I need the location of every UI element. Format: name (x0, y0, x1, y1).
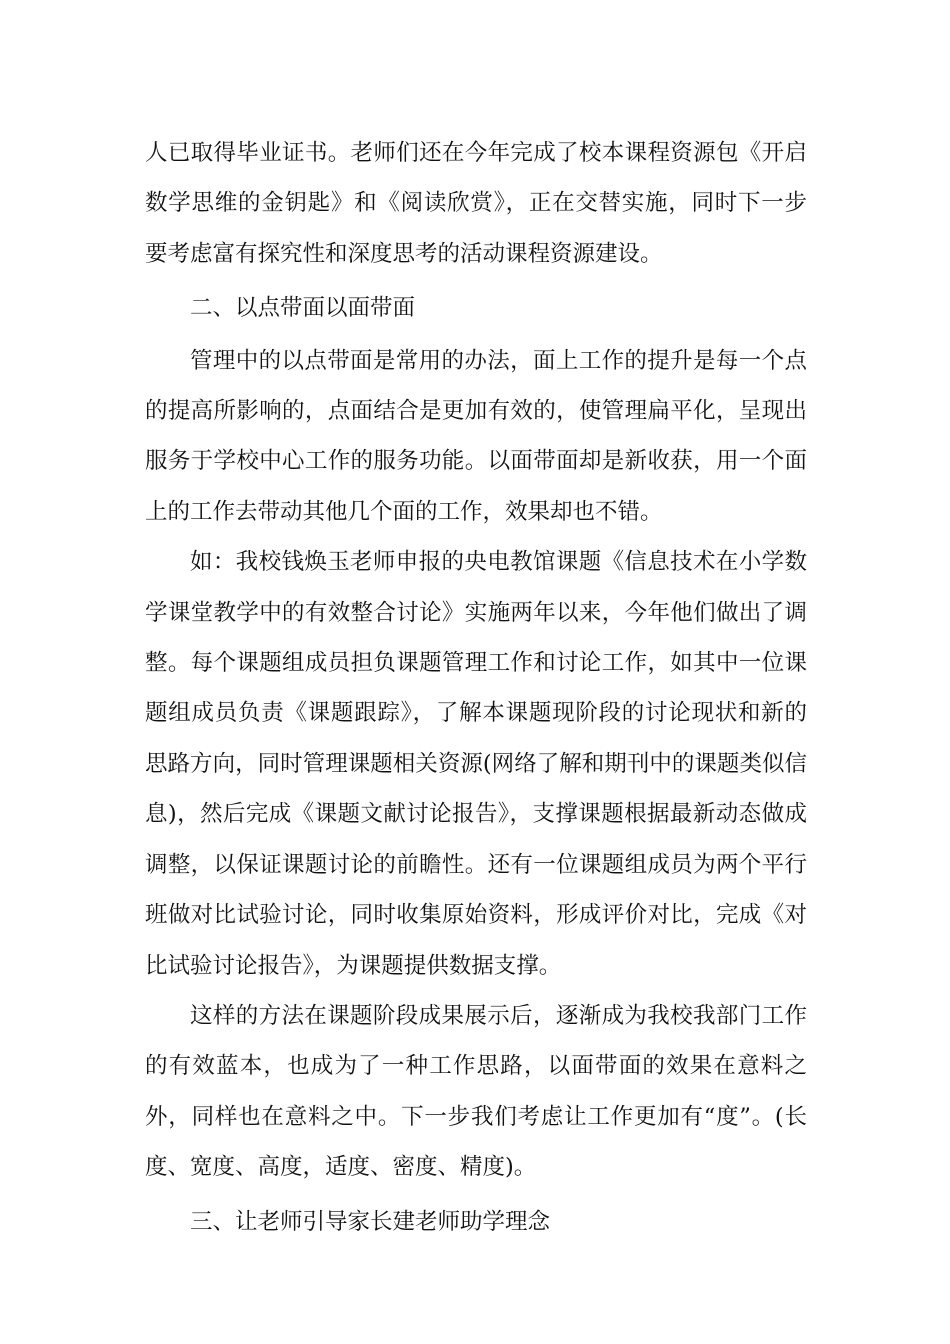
paragraph-example: 如：我校钱焕玉老师申报的央电教馆课题《信息技术在小学数学课堂教学中的有效整合讨论》实施两年以来，今年他们做出了调整。每个课题组成员担负课题管理工作和讨论工作，如其中一位课题组成员负责《课题跟踪》，了解本课题现阶段的讨论现状和新的思路方向，同时管理课题相关资源(网络了解和期刊中的课题类似信息)，然后完成《课题文献讨论报告》，支撑课题根据最新动态做成调整，以保证课题讨论的前瞻性。还有一位课题组成员为两个平行班做对比试验讨论，同时收集原始资料，形成评价对比，完成《对比试验讨论报告》，为课题提供数据支撑。 (145, 549, 807, 979)
section-heading-2: 二、以点带面以面带面 (190, 295, 416, 322)
paragraph-management: 管理中的以点带面是常用的办法，面上工作的提升是每一个点的提高所影响的，点面结合是更加有效的，使管理扁平化，呈现出服务于学校中心工作的服务功能。以面带面却是新收获，用一个面上的工作去带动其他几个面的工作，效果却也不错。 (145, 347, 807, 525)
section-heading-3: 三、让老师引导家长建老师助学理念 (190, 1208, 551, 1235)
paragraph-continuation: 人已取得毕业证书。老师们还在今年完成了校本课程资源包《开启数学思维的金钥匙》和《阅读欣赏》，正在交替实施，同时下一步要考虑富有探究性和深度思考的活动课程资源建设。 (145, 140, 807, 267)
paragraph-method: 这样的方法在课题阶段成果展示后，逐渐成为我校我部门工作的有效蓝本，也成为了一种工作思路，以面带面的效果在意料之外，同样也在意料之中。下一步我们考虑让工作更加有“度”。(长度、宽度、高度，适度、密度、精度)。 (145, 1002, 807, 1181)
document-body (145, 128, 807, 1247)
